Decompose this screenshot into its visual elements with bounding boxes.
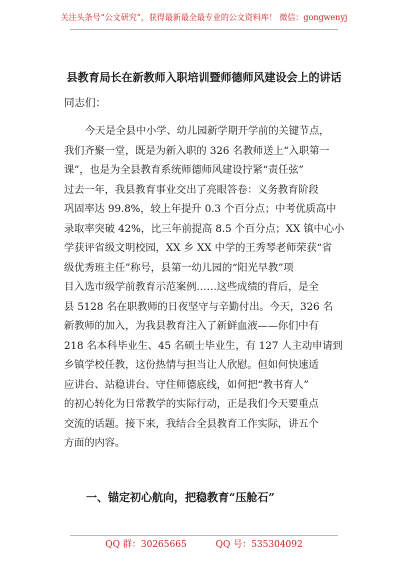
paragraph-line: 录取率突破 42%，比三年前提高 8.5 个百分点；XX 镇中心小 [64, 223, 345, 235]
paragraph-line: 应讲台、站稳讲台、守住师德底线，如何把“教书育人” [64, 379, 309, 391]
paragraph-line: 新教师的加入，为我县教育注入了新鲜血液——你们中有 [64, 321, 319, 332]
paragraph-line: 巩固率达 99.8%，较上年提升 0.3 个百分点；中考优质高中 [64, 204, 337, 215]
footer-divider [70, 535, 338, 536]
paragraph-line: 课”，也是为全县教育系统师德师风建设拧紧“责任弦” [64, 165, 304, 176]
paragraph-line: 学获评省级文明校园，XX 乡 XX 中学的王秀琴老师荣获“省 [64, 243, 333, 254]
footer-qq-number: QQ 号：535304092 [215, 540, 303, 550]
header-divider [70, 29, 338, 30]
paragraph-line: 218 名本科毕业生、45 名硕士毕业生，有 127 人主动申请到 [64, 340, 343, 352]
paragraph-line: 方面的内容。 [64, 438, 126, 449]
paragraph-line: 过去一年，我县教育事业交出了亮眼答卷：义务教育阶段 [64, 184, 319, 196]
paragraph-line: 我们齐聚一堂，既是为新入职的 326 名教师送上“入职第一 [64, 145, 330, 157]
speech-paragraph [64, 122, 354, 454]
paragraph-line: 目入选市级学前教育示范案例……这些成绩的背后，是全 [64, 282, 319, 293]
section-heading: 一、锚定初心航向，把稳教育“压舱石” [86, 491, 275, 504]
salutation: 同志们： [64, 97, 106, 109]
paragraph-line: 交流的话题。接下来，我结合全县教育工作实际，讲五个 [64, 418, 319, 430]
footer-qq-group: QQ 群：30265665 [105, 540, 187, 550]
header-banner: 关注头条号“公文研究”，获得最新最全最专业的公文资料库！ 微信：gongwenyj [60, 13, 348, 22]
paragraph-line: 的初心转化为日常教学的实际行动，正是我们今天要重点 [64, 399, 319, 410]
paragraph-line: 今天是全县中小学、幼儿园新学期开学前的关键节点， [85, 126, 330, 137]
document-title: 县教育局长在新教师入职培训暨师德师风建设会上的讲话 [66, 71, 342, 84]
paragraph-line: 县 5128 名在职教师的日夜坚守与辛勤付出。今天，326 名 [64, 301, 334, 313]
footer [0, 539, 408, 551]
paragraph-line: 级优秀班主任”称号，县第一幼儿园的“阳光早教”项 [64, 262, 294, 274]
paragraph-line: 乡镇学校任教，这份热情与担当让人欣慰。但如何快速适 [64, 360, 319, 371]
